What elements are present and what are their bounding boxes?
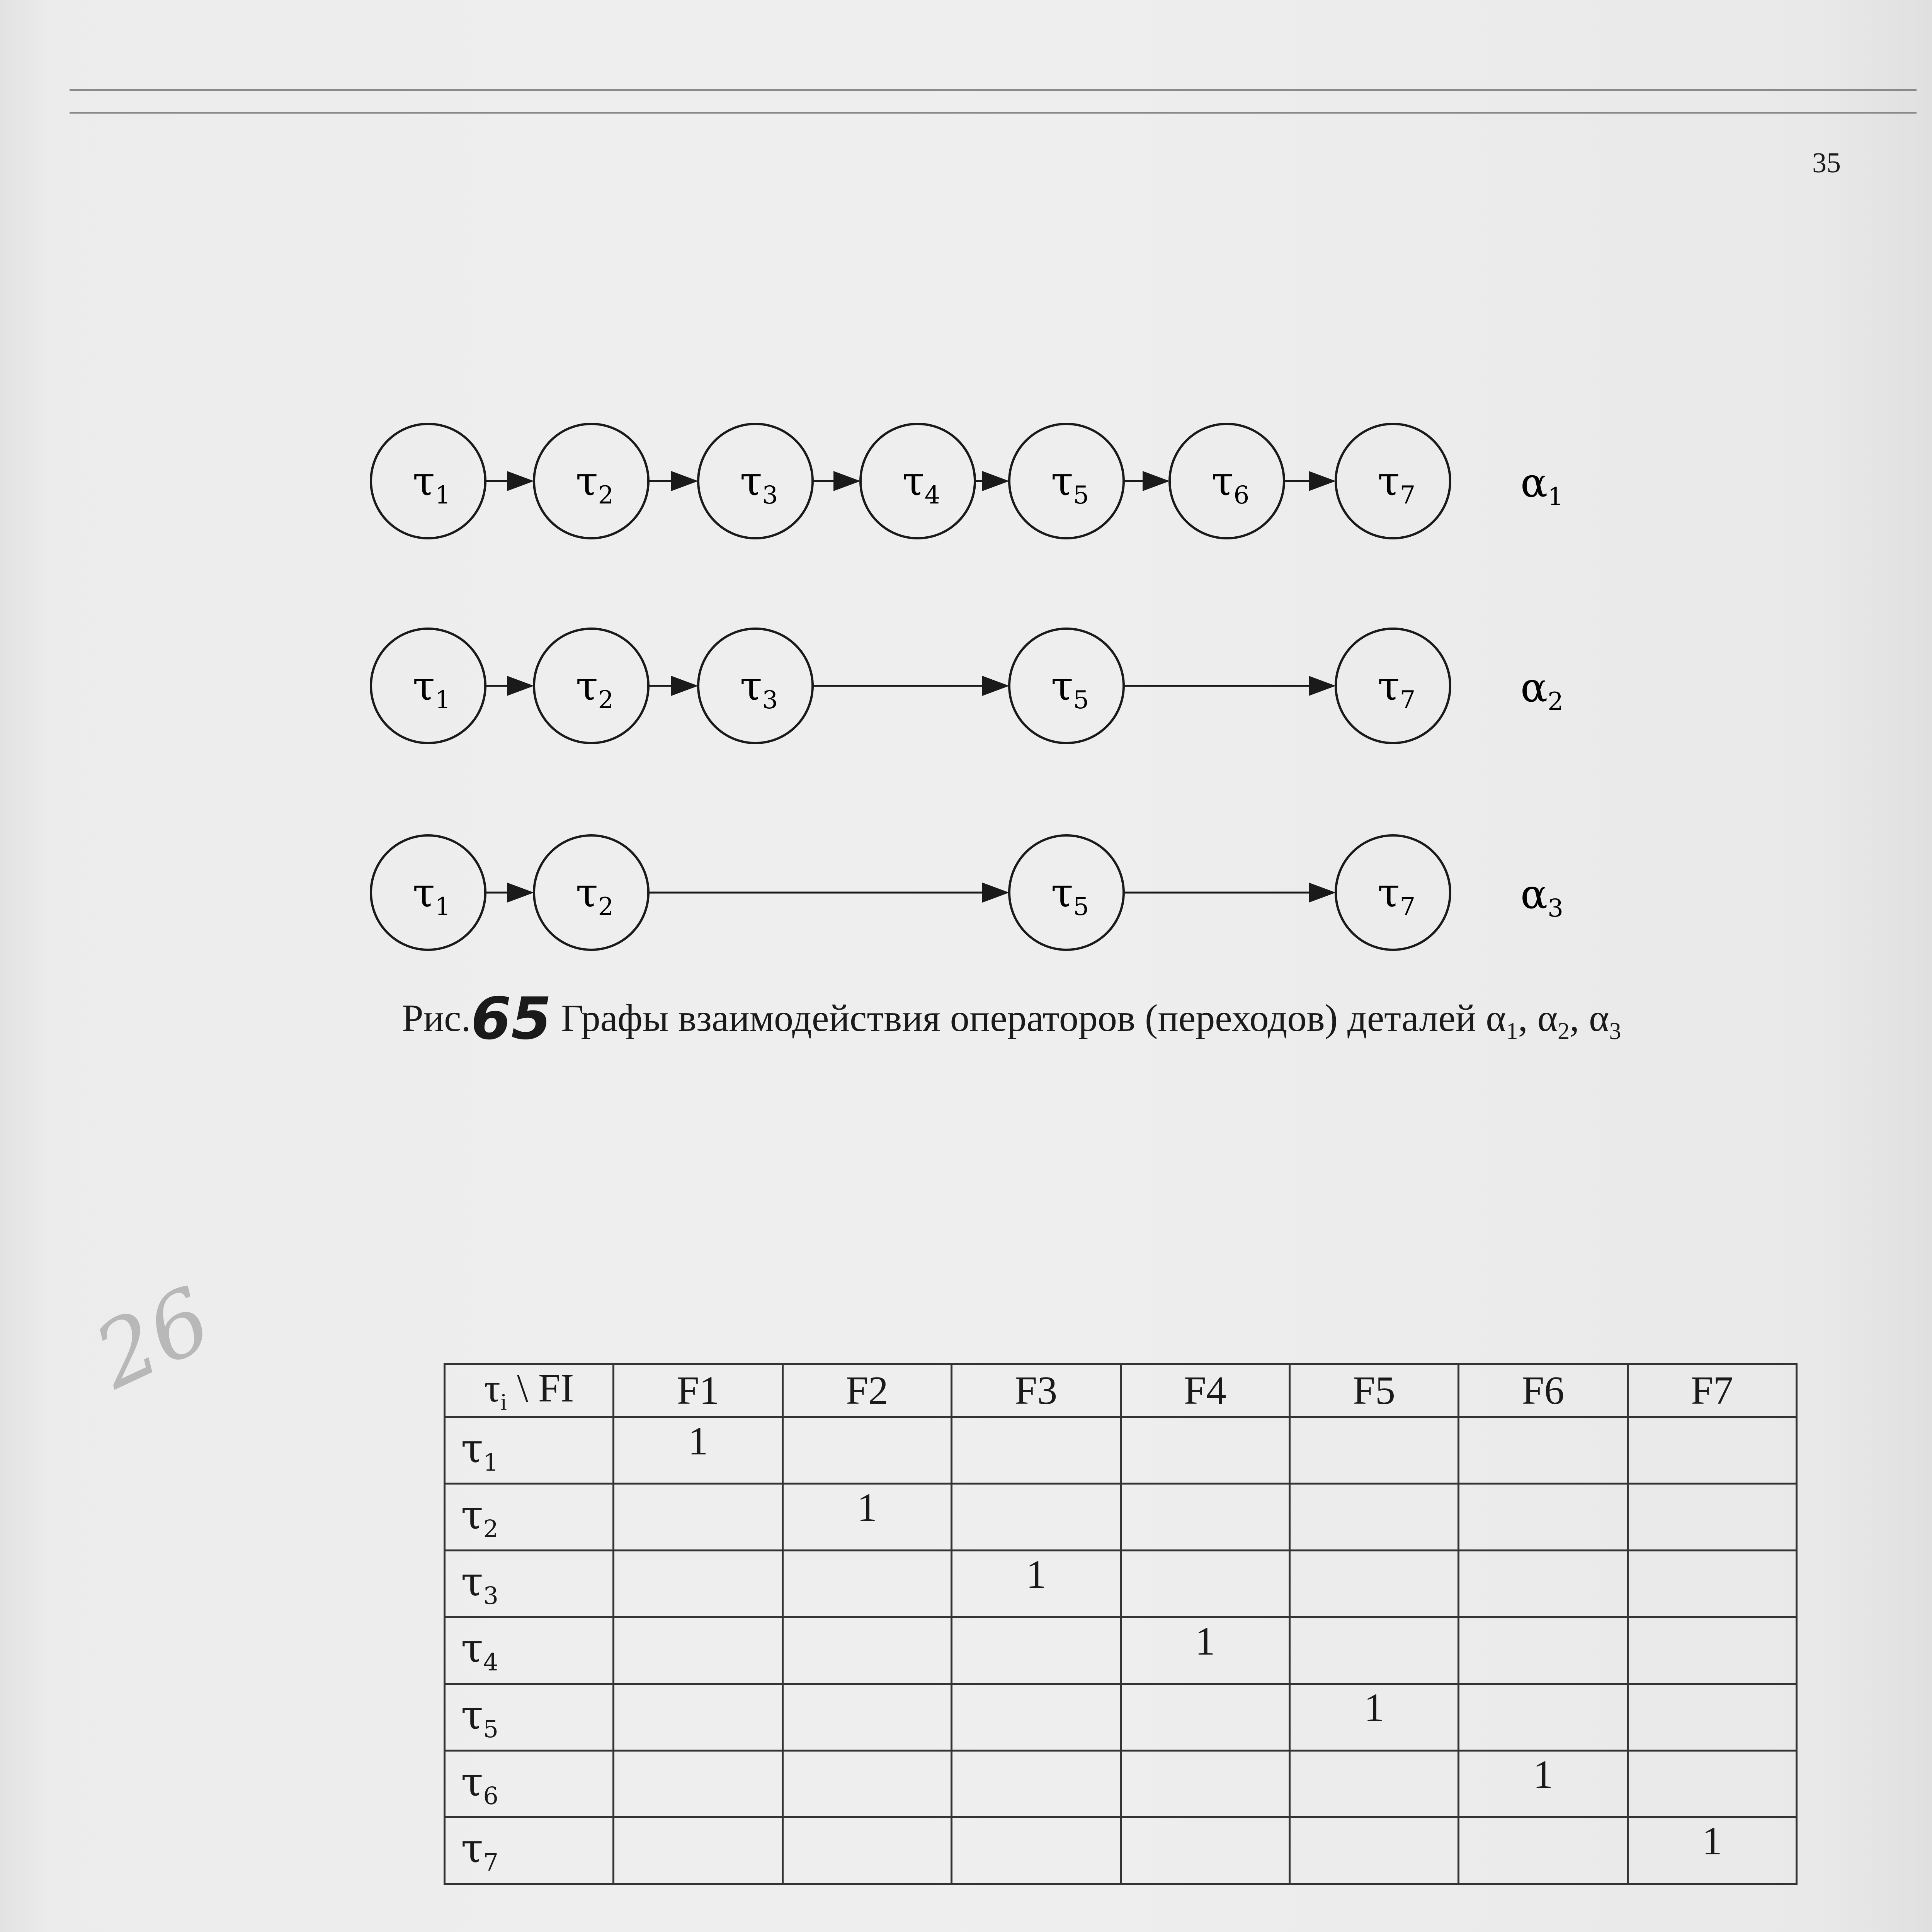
figure-65-text: Графы взаимодействия операторов (переходов) деталей	[561, 997, 1476, 1039]
matrix-cell	[952, 1817, 1121, 1884]
node-tau: τ	[902, 457, 925, 505]
node-tau: τ	[1051, 457, 1073, 505]
matrix-cell	[614, 1617, 782, 1684]
matrix-row-tau-6	[445, 1750, 1797, 1817]
matrix-row-tau-2	[445, 1484, 1797, 1551]
matrix-cell: 1	[1628, 1817, 1796, 1884]
alpha-label	[1520, 664, 1563, 716]
edge-arrowhead	[671, 471, 698, 491]
matrix-cell	[1459, 1817, 1628, 1884]
matrix-cell	[1628, 1750, 1796, 1817]
matrix-cell	[1628, 1684, 1796, 1751]
figure-65-number: 65	[471, 985, 552, 1053]
graph-node-tau-7	[1336, 835, 1450, 950]
edge-arrowhead	[1309, 676, 1336, 696]
node-label	[1378, 457, 1415, 510]
row-header	[445, 1684, 614, 1751]
node-subscript: 6	[1233, 481, 1250, 510]
matrix-cell	[782, 1550, 951, 1617]
edge-arrowhead	[507, 883, 534, 903]
edge-arrowhead	[982, 883, 1009, 903]
graph-node-tau-5	[1009, 424, 1124, 538]
graph-node-tau-1	[371, 424, 485, 538]
alpha-symbol: α	[1520, 871, 1548, 918]
graph-node-tau-5	[1009, 835, 1124, 950]
figure-65-alpha3-sub: 3	[1609, 1018, 1621, 1044]
matrix-cell	[614, 1484, 782, 1551]
row-tau: τ	[461, 1758, 483, 1805]
node-subscript: 3	[762, 686, 778, 714]
node-tau: τ	[413, 662, 435, 709]
figure-65-alpha2-sub: 2	[1558, 1018, 1570, 1044]
graph-node-tau-2	[534, 835, 648, 950]
node-subscript: 3	[762, 481, 778, 510]
figure-65-sep1: ,	[1518, 997, 1528, 1039]
figure-65-caption	[402, 985, 1621, 1053]
graph-node-tau-7	[1336, 424, 1450, 538]
alpha-subscript: 3	[1548, 894, 1563, 923]
column-header: F6	[1459, 1364, 1628, 1417]
figure-65-alpha1-sub: 1	[1506, 1018, 1518, 1044]
graph-node-tau-2	[534, 629, 648, 743]
matrix-cell	[614, 1684, 782, 1751]
node-subscript: 7	[1400, 481, 1416, 510]
graph-node-tau-6	[1170, 424, 1284, 538]
row-tau: τ	[461, 1624, 483, 1672]
column-header: F7	[1628, 1364, 1796, 1417]
graph-node-tau-4	[861, 424, 975, 538]
matrix-cell: 1	[952, 1550, 1121, 1617]
column-header: F2	[782, 1364, 951, 1417]
node-label	[1211, 457, 1249, 510]
node-tau: τ	[576, 869, 598, 916]
corner-tau: τ	[484, 1366, 500, 1410]
graph-node-tau-1	[371, 629, 485, 743]
matrix-cell	[1459, 1417, 1628, 1484]
matrix-cell: 1	[1289, 1684, 1458, 1751]
matrix-cell	[952, 1617, 1121, 1684]
matrix-cell	[1628, 1417, 1796, 1484]
alpha-symbol: α	[1520, 664, 1548, 711]
matrix-cell	[614, 1750, 782, 1817]
node-subscript: 4	[924, 481, 940, 510]
row-header	[445, 1817, 614, 1884]
node-label	[1378, 869, 1415, 921]
node-label	[413, 457, 451, 510]
edge-arrowhead	[982, 676, 1009, 696]
node-tau: τ	[576, 457, 598, 505]
node-tau: τ	[413, 457, 435, 505]
matrix-cell	[1459, 1684, 1628, 1751]
matrix-cell	[1628, 1484, 1796, 1551]
alpha-label	[1520, 871, 1563, 923]
operator-matrix-table	[444, 1363, 1798, 1885]
node-subscript: 1	[435, 686, 451, 714]
matrix-cell	[1628, 1617, 1796, 1684]
matrix-row-tau-3	[445, 1550, 1797, 1617]
node-subscript: 5	[1073, 893, 1089, 921]
matrix-cell	[782, 1750, 951, 1817]
matrix-cell	[1121, 1750, 1289, 1817]
node-label	[413, 662, 451, 714]
row-tau: τ	[461, 1491, 483, 1539]
node-subscript: 5	[1073, 481, 1089, 510]
matrix-cell	[614, 1550, 782, 1617]
figure-65-alpha3: α	[1589, 997, 1609, 1039]
figure-65-alpha2: α	[1537, 997, 1558, 1039]
matrix-cell: 1	[1121, 1617, 1289, 1684]
node-tau: τ	[1378, 869, 1400, 916]
edge-arrowhead	[507, 676, 534, 696]
matrix-cell	[1121, 1817, 1289, 1884]
row-tau-sub: 3	[483, 1581, 498, 1610]
row-header	[445, 1417, 614, 1484]
node-label	[1051, 662, 1089, 714]
column-header: F1	[614, 1364, 782, 1417]
matrix-cell	[1459, 1550, 1628, 1617]
column-header: F5	[1289, 1364, 1458, 1417]
matrix-cell	[1289, 1750, 1458, 1817]
row-header	[445, 1617, 614, 1684]
node-label	[576, 457, 614, 510]
row-header	[445, 1484, 614, 1551]
node-label	[576, 869, 614, 921]
matrix-cell	[1628, 1550, 1796, 1617]
node-tau: τ	[1051, 662, 1073, 709]
edge-arrowhead	[671, 676, 698, 696]
node-tau: τ	[413, 869, 435, 916]
node-tau: τ	[1378, 457, 1400, 505]
matrix-cell	[1289, 1550, 1458, 1617]
row-tau-sub: 4	[483, 1648, 498, 1677]
alpha-subscript: 2	[1548, 687, 1563, 716]
matrix-cell	[782, 1817, 951, 1884]
node-label	[1051, 869, 1089, 921]
alpha-subscript: 1	[1548, 483, 1563, 511]
matrix-cell: 1	[782, 1484, 951, 1551]
figure-65-prefix: Рис.	[402, 997, 471, 1039]
node-label	[1051, 457, 1089, 510]
page-number: 35	[1812, 147, 1841, 179]
row-tau: τ	[461, 1424, 483, 1472]
node-label	[413, 869, 451, 921]
node-label	[740, 457, 778, 510]
edge-arrowhead	[833, 471, 861, 491]
row-tau-sub: 1	[483, 1448, 498, 1476]
edge-arrowhead	[507, 471, 534, 491]
edge-arrowhead	[1143, 471, 1170, 491]
matrix-cell	[1459, 1484, 1628, 1551]
figure-65-alpha1: α	[1486, 997, 1506, 1039]
row-header	[445, 1750, 614, 1817]
node-subscript: 5	[1073, 686, 1089, 714]
matrix-cell: 1	[1459, 1750, 1628, 1817]
node-subscript: 2	[598, 686, 614, 714]
node-subscript: 7	[1400, 686, 1416, 714]
matrix-cell	[952, 1684, 1121, 1751]
matrix-cell	[952, 1750, 1121, 1817]
matrix-cell	[952, 1417, 1121, 1484]
matrix-row-tau-1	[445, 1417, 1797, 1484]
graph-row-alpha-3	[371, 835, 1563, 950]
matrix-header-row	[445, 1364, 1797, 1417]
node-tau: τ	[1378, 662, 1400, 709]
node-tau: τ	[1051, 869, 1073, 916]
node-label	[1378, 662, 1415, 714]
alpha-label	[1520, 459, 1563, 511]
node-label	[902, 457, 940, 510]
corner-rest: \ FI	[507, 1366, 574, 1410]
node-tau: τ	[740, 662, 762, 709]
node-label	[576, 662, 614, 714]
matrix-cell	[1289, 1484, 1458, 1551]
matrix-cell	[1121, 1484, 1289, 1551]
margin-pencil-note: 26	[80, 1267, 226, 1409]
node-tau: τ	[576, 662, 598, 709]
node-tau: τ	[1211, 457, 1234, 505]
row-tau-sub: 6	[483, 1781, 498, 1810]
graph-node-tau-5	[1009, 629, 1124, 743]
matrix-cell	[952, 1484, 1121, 1551]
matrix-cell	[1121, 1550, 1289, 1617]
matrix-cell	[614, 1817, 782, 1884]
matrix-row-tau-4	[445, 1617, 1797, 1684]
matrix-cell: 1	[614, 1417, 782, 1484]
node-subscript: 1	[435, 893, 451, 921]
graph-row-alpha-2	[371, 629, 1563, 743]
figure-65-sep2: ,	[1570, 997, 1580, 1039]
row-tau: τ	[461, 1691, 483, 1739]
node-subscript: 2	[598, 893, 614, 921]
edge-arrowhead	[1309, 883, 1336, 903]
matrix-row-tau-7	[445, 1817, 1797, 1884]
alpha-symbol: α	[1520, 459, 1548, 506]
graph-node-tau-1	[371, 835, 485, 950]
matrix-cell	[1289, 1817, 1458, 1884]
graph-row-alpha-1	[371, 424, 1563, 538]
row-header	[445, 1550, 614, 1617]
graph-node-tau-2	[534, 424, 648, 538]
matrix-cell	[1289, 1417, 1458, 1484]
row-tau-sub: 5	[483, 1714, 498, 1743]
node-subscript: 2	[598, 481, 614, 510]
node-subscript: 7	[1400, 893, 1416, 921]
graph-node-tau-3	[698, 629, 813, 743]
matrix-row-tau-5	[445, 1684, 1797, 1751]
column-header: F4	[1121, 1364, 1289, 1417]
edge-arrowhead	[1309, 471, 1336, 491]
matrix-cell	[782, 1417, 951, 1484]
matrix-cell	[782, 1684, 951, 1751]
row-tau: τ	[461, 1825, 483, 1872]
row-tau-sub: 7	[483, 1848, 498, 1877]
row-tau: τ	[461, 1558, 483, 1605]
edge-arrowhead	[982, 471, 1009, 491]
matrix-cell	[1289, 1617, 1458, 1684]
matrix-corner-header	[445, 1364, 614, 1417]
corner-tau-sub: i	[500, 1389, 507, 1415]
matrix-cell	[782, 1617, 951, 1684]
matrix-cell	[1121, 1684, 1289, 1751]
node-subscript: 1	[435, 481, 451, 510]
node-label	[740, 662, 778, 714]
graph-node-tau-3	[698, 424, 813, 538]
column-header: F3	[952, 1364, 1121, 1417]
matrix-cell	[1121, 1417, 1289, 1484]
graph-node-tau-7	[1336, 629, 1450, 743]
node-tau: τ	[740, 457, 762, 505]
matrix-cell	[1459, 1617, 1628, 1684]
row-tau-sub: 2	[483, 1515, 498, 1543]
